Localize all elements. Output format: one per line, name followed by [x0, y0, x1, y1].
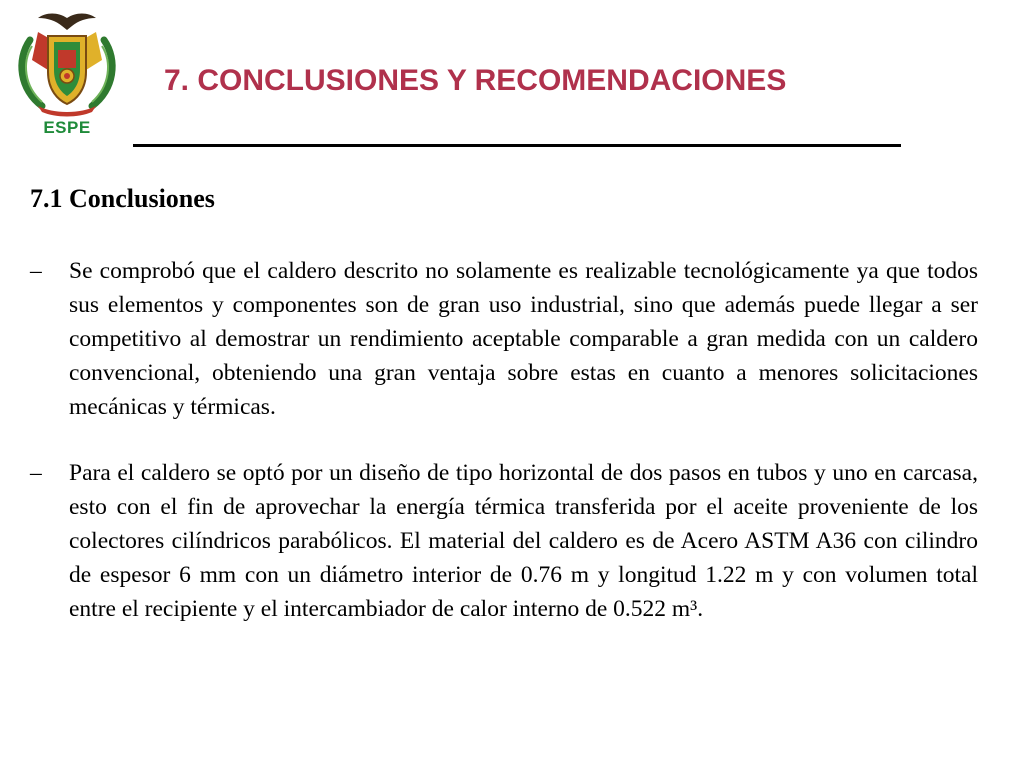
bullet-dash: – — [30, 258, 42, 284]
list-item — [30, 254, 978, 424]
conclusions-list — [30, 254, 978, 658]
logo-text: ESPE — [43, 118, 91, 137]
list-item — [30, 456, 978, 626]
espe-crest-icon — [8, 10, 126, 120]
bullet-text: Se comprobó que el caldero descrito no solamente es realizable tecnológicamente ya que todos sus elementos y componentes son de gran uso industrial, sino que además puede llegar a ser competitivo al demostrar un rendimiento aceptable comparable a gran medida con un caldero convencional, obteniendo una gran ventaja sobre estas en cuanto a menores solicitaciones mecánicas y térmicas. — [69, 258, 978, 420]
bullet-text: Para el caldero se optó por un diseño de tipo horizontal de dos pasos en tubos y uno en carcasa, esto con el fin de aprovechar la energía térmica transferida por el aceite proveniente de los colectores cilíndricos parabólicos. El material del caldero es de Acero ASTM A36 con cilindro de espesor 6 mm con un diámetro interior de 0.76 m y longitud 1.22 m y con volumen total entre el recipiente y el intercambiador de calor interno de 0.522 m³. — [69, 460, 978, 622]
title-underline — [133, 144, 901, 147]
section-heading: 7.1 Conclusiones — [30, 184, 215, 213]
espe-logo — [8, 10, 126, 137]
page-title: 7. CONCLUSIONES Y RECOMENDACIONES — [164, 64, 787, 97]
bullet-dash: – — [30, 460, 42, 486]
